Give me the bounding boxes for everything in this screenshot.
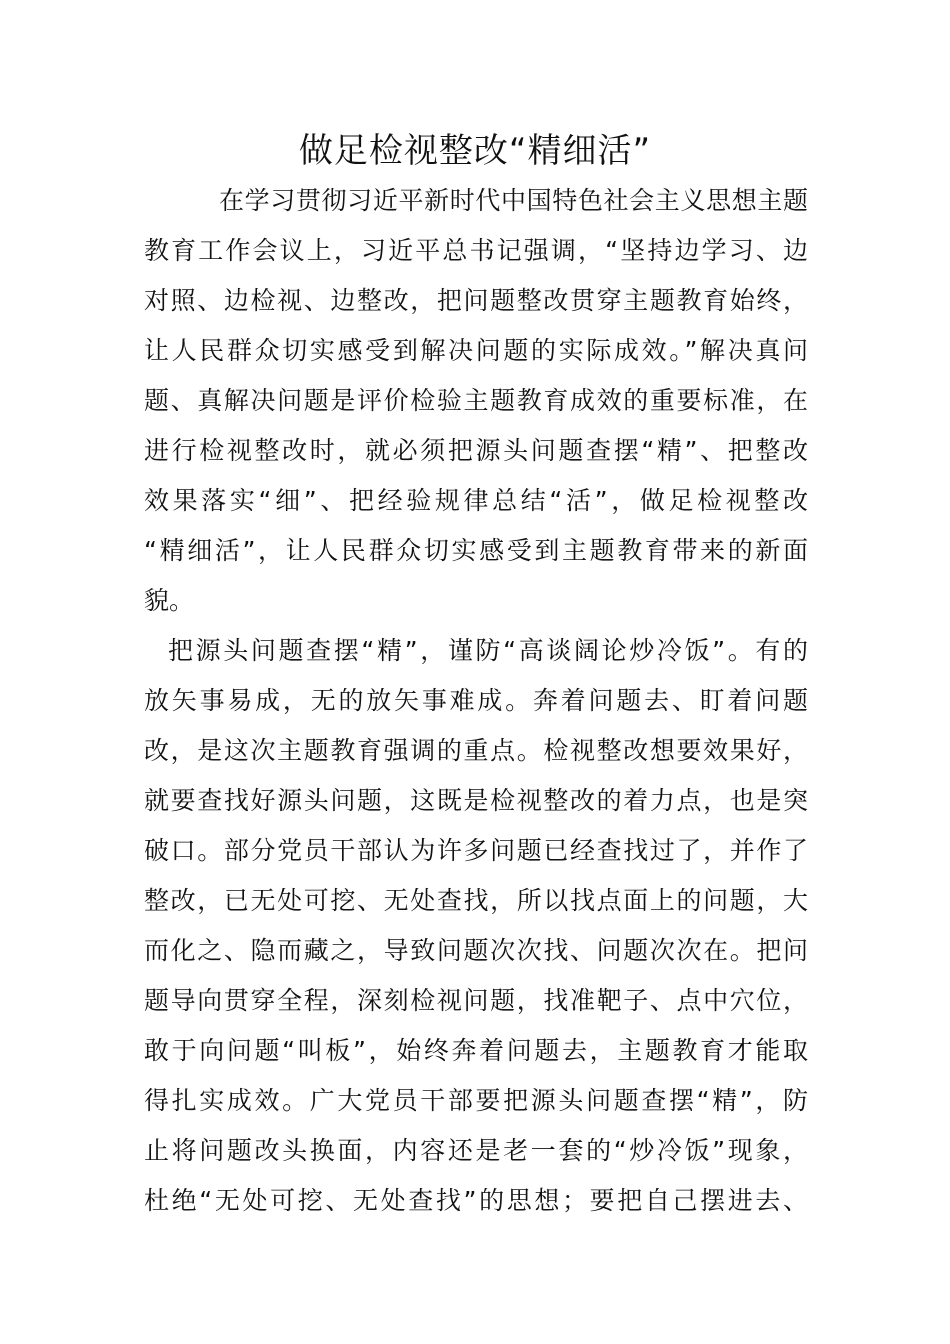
paragraph-line: 敢于向问题“叫板”，始终奔着问题去，主题教育才能取 — [144, 1036, 808, 1065]
paragraph-line: 整改，已无处可挖、无处查找，所以找点面上的问题，大 — [144, 886, 808, 915]
paragraph-line: 放矢事易成，无的放矢事难成。奔着问题去、盯着问题 — [144, 686, 808, 715]
paragraph-line: 题、真解决问题是评价检验主题教育成效的重要标准，在 — [144, 386, 808, 415]
paragraph-line: 貌。 — [144, 586, 195, 615]
document-body — [144, 176, 808, 1226]
paragraph-line: 改，是这次主题教育强调的重点。检视整改想要效果好， — [144, 736, 808, 765]
paragraph-line: 让人民群众切实感受到解决问题的实际成效。”解决真问 — [144, 336, 808, 365]
paragraph-line: 得扎实成效。广大党员干部要把源头问题查摆“精”，防 — [144, 1086, 808, 1115]
paragraph-line: 止将问题改头换面，内容还是老一套的“炒冷饭”现象， — [144, 1136, 808, 1165]
paragraph-line: “精细活”，让人民群众切实感受到主题教育带来的新面 — [144, 536, 808, 565]
paragraph-line: 破口。部分党员干部认为许多问题已经查找过了，并作了 — [144, 836, 808, 865]
paragraph-line: 题导向贯穿全程，深刻检视问题，找准靶子、点中穴位， — [144, 986, 808, 1015]
paragraph-line: 杜绝“无处可挖、无处查找”的思想；要把自己摆进去、 — [144, 1186, 808, 1215]
paragraph-line: 效果落实“细”、把经验规律总结“活”，做足检视整改 — [144, 486, 808, 515]
paragraph-line: 对照、边检视、边整改，把问题整改贯穿主题教育始终， — [144, 286, 808, 315]
paragraph-line: 把源头问题查摆“精”，谨防“高谈阔论炒冷饭”。有的 — [168, 636, 808, 665]
paragraph-line: 进行检视整改时，就必须把源头问题查摆“精”、把整改 — [144, 436, 808, 465]
document-title: 做足检视整改“精细活” — [298, 131, 652, 171]
paragraph-line: 在学习贯彻习近平新时代中国特色社会主义思想主题 — [219, 186, 808, 215]
paragraph-line: 就要查找好源头问题，这既是检视整改的着力点，也是突 — [144, 786, 808, 815]
paragraph-line: 教育工作会议上，习近平总书记强调，“坚持边学习、边 — [144, 236, 808, 265]
paragraph-line: 而化之、隐而藏之，导致问题次次找、问题次次在。把问 — [144, 936, 808, 965]
